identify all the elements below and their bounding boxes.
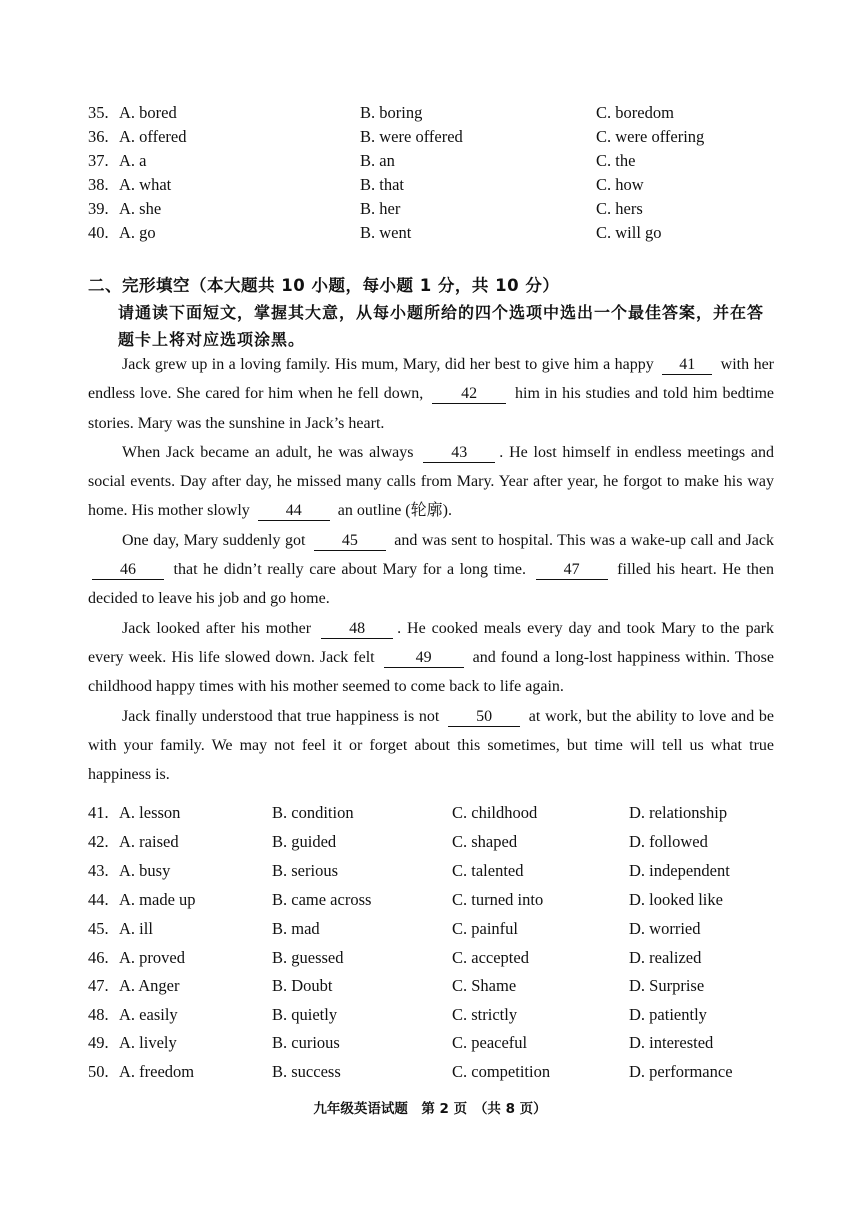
section-title: 二、完形填空（本大题共 10 小题，每小题 1 分，共 10 分） [88, 276, 560, 295]
option-a: A. bored [119, 103, 177, 122]
question-row-36 [0, 127, 860, 151]
blank-50: 50 [448, 708, 520, 727]
option-a: A. a [119, 151, 147, 170]
question-row-43 [0, 861, 860, 885]
blank-43: 43 [423, 444, 495, 463]
question-number: 44. [88, 890, 109, 909]
question-number: 35. [88, 103, 109, 122]
option-c: C. talented [452, 861, 524, 880]
option-c: C. how [596, 175, 644, 194]
question-row-42 [0, 832, 860, 856]
option-d: D. relationship [629, 803, 728, 822]
option-a: A. go [119, 223, 156, 242]
question-row-49 [0, 1033, 860, 1057]
question-number: 40. [88, 223, 109, 242]
option-a: A. Anger [119, 976, 180, 995]
question-row-37 [0, 151, 860, 175]
option-b: B. her [360, 199, 401, 218]
question-number: 47. [88, 976, 109, 995]
option-d: D. patiently [629, 1005, 707, 1024]
question-number: 46. [88, 948, 109, 967]
option-c: C. painful [452, 919, 518, 938]
option-a: A. proved [119, 948, 185, 967]
cloze-passage [88, 350, 774, 789]
option-c: C. competition [452, 1062, 551, 1081]
blank-44: 44 [258, 502, 330, 521]
question-row-50 [0, 1062, 860, 1086]
option-a: A. ill [119, 919, 153, 938]
option-c: C. turned into [452, 890, 544, 909]
blank-42: 42 [432, 385, 506, 404]
option-c: C. strictly [452, 1005, 518, 1024]
option-b: B. Doubt [272, 976, 333, 995]
passage-paragraph-5: Jack finally understood that true happiness is not 50 at work, but the ability to love and be with your family. We may not feel it or forget about this sometimes, but time will tell us what true happiness is. [88, 707, 775, 784]
passage-paragraph-3: One day, Mary suddenly got 45 and was sent to hospital. This was a wake-up call and Jack 46 that he didn’t really care about Mary for a long time. 47 filled his heart. He then decided to leave his job and go home. [88, 531, 775, 608]
option-a: A. lesson [119, 803, 181, 822]
option-d: D. followed [629, 832, 708, 851]
question-row-47 [0, 976, 860, 1000]
option-d: D. looked like [629, 890, 723, 909]
passage-paragraph-4: Jack looked after his mother 48 . He cooked meals every day and took Mary to the park every week. His life slowed down. Jack felt 49 and found a long-lost happiness within. Those childhood happy times with his mother seemed to come back to life again. [88, 619, 775, 696]
page-footer: 九年级英语试题 第 2 页 （共 8 页） [313, 1101, 547, 1117]
option-c: C. hers [596, 199, 643, 218]
question-number: 37. [88, 151, 109, 170]
passage-paragraph-1: Jack grew up in a loving family. His mum, Mary, did her best to give him a happy 41 with her endless love. She cared for him when he fell down, 42 him in his studies and told him bedtime stories. Mary was the sunshine in Jack’s heart. [88, 356, 775, 432]
option-d: D. worried [629, 919, 701, 938]
option-b: B. curious [272, 1033, 340, 1052]
option-a: A. easily [119, 1005, 178, 1024]
question-number: 48. [88, 1005, 109, 1024]
option-d: D. independent [629, 861, 730, 880]
option-a: A. raised [119, 832, 179, 851]
question-row-38 [0, 175, 860, 199]
option-b: B. that [360, 175, 404, 194]
option-a: A. lively [119, 1033, 177, 1052]
question-row-35 [0, 103, 860, 127]
option-c: C. will go [596, 223, 662, 242]
option-b: B. were offered [360, 127, 463, 146]
option-a: A. she [119, 199, 162, 218]
option-c: C. the [596, 151, 636, 170]
question-row-40 [0, 223, 860, 247]
option-b: B. went [360, 223, 412, 242]
blank-47: 47 [536, 561, 608, 580]
option-c: C. accepted [452, 948, 529, 967]
option-a: A. what [119, 175, 172, 194]
option-b: B. an [360, 151, 395, 170]
question-row-48 [0, 1005, 860, 1029]
blank-48: 48 [321, 620, 393, 639]
option-c: C. peaceful [452, 1033, 528, 1052]
question-number: 45. [88, 919, 109, 938]
option-b: B. guessed [272, 948, 344, 967]
option-c: C. shaped [452, 832, 518, 851]
question-number: 39. [88, 199, 109, 218]
option-b: B. quietly [272, 1005, 338, 1024]
option-a: A. made up [119, 890, 196, 909]
question-number: 36. [88, 127, 109, 146]
option-d: D. performance [629, 1062, 733, 1081]
option-b: B. success [272, 1062, 341, 1081]
option-d: D. interested [629, 1033, 714, 1052]
question-number: 41. [88, 803, 109, 822]
question-number: 43. [88, 861, 109, 880]
question-row-45 [0, 919, 860, 943]
question-row-46 [0, 948, 860, 972]
option-d: D. Surprise [629, 976, 705, 995]
blank-45: 45 [314, 532, 386, 551]
blank-49: 49 [384, 649, 464, 668]
option-b: B. guided [272, 832, 337, 851]
option-a: A. busy [119, 861, 171, 880]
option-c: C. were offering [596, 127, 705, 146]
question-row-39 [0, 199, 860, 223]
option-b: B. condition [272, 803, 354, 822]
option-c: C. Shame [452, 976, 517, 995]
question-number: 50. [88, 1062, 109, 1081]
option-c: C. childhood [452, 803, 538, 822]
option-b: B. mad [272, 919, 320, 938]
question-number: 49. [88, 1033, 109, 1052]
question-row-44 [0, 890, 860, 914]
passage-paragraph-2: When Jack became an adult, he was always 43 . He lost himself in endless meetings and social events. Day after day, he missed many calls from Mary. Year after year, he forgot to make his way home. His mother slowly 44 an outline (轮廓). [88, 443, 774, 520]
question-number: 42. [88, 832, 109, 851]
question-row-41 [0, 803, 860, 827]
option-c: C. boredom [596, 103, 674, 122]
section-instruction-line1: 请通读下面短文，掌握其大意，从每小题所给的四个选项中选出一个最佳答案，并在答 [118, 303, 765, 322]
question-number: 38. [88, 175, 109, 194]
blank-41: 41 [662, 356, 712, 375]
option-b: B. boring [360, 103, 423, 122]
blank-46: 46 [92, 561, 164, 580]
option-a: A. offered [119, 127, 187, 146]
option-b: B. came across [272, 890, 372, 909]
option-b: B. serious [272, 861, 338, 880]
section-instruction-line2: 题卡上将对应选项涂黑。 [118, 330, 306, 349]
option-d: D. realized [629, 948, 702, 967]
option-a: A. freedom [119, 1062, 195, 1081]
